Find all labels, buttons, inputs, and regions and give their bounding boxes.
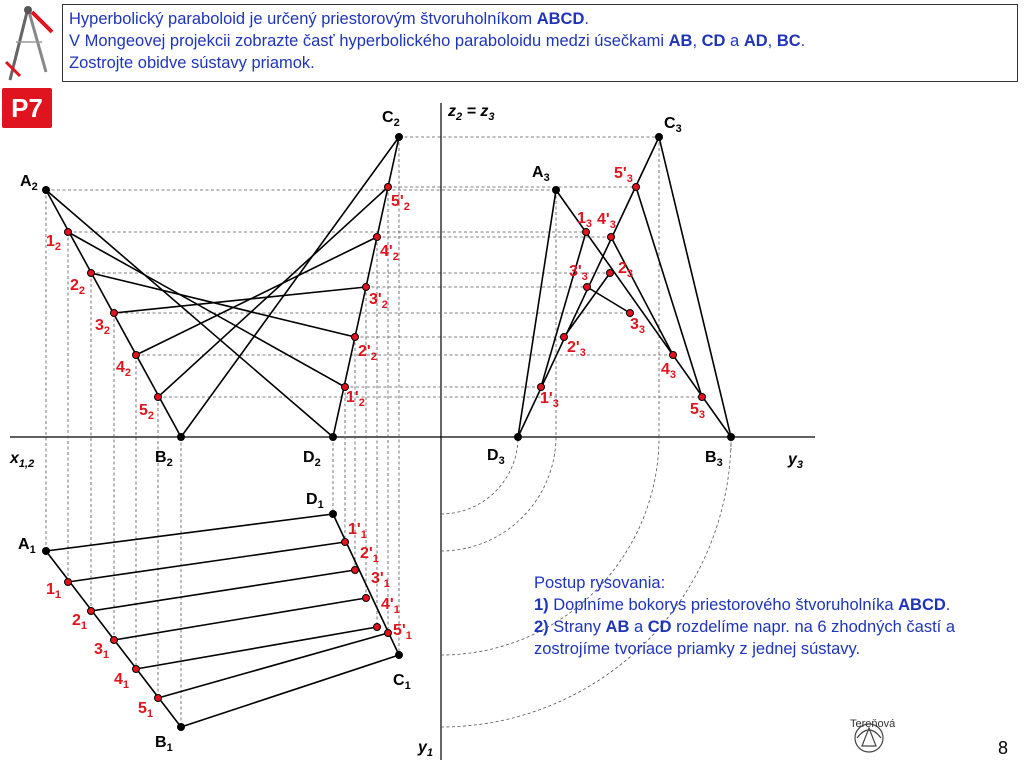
label-C1: $C_1$ xyxy=(393,672,411,692)
label-q33: $3'_3$ xyxy=(569,263,588,283)
label-p22: $2_2$ xyxy=(70,277,86,297)
step-1: 1) Doplníme bokorys priestorového štvoruholníka ABCD. xyxy=(534,596,951,614)
label-C2: $C_2$ xyxy=(382,109,400,129)
label-q13: $1'_3$ xyxy=(540,390,559,410)
label-q53: $5'_3$ xyxy=(614,165,633,185)
label-q32: $3'_2$ xyxy=(369,291,388,311)
label-p33: $3_3$ xyxy=(630,316,646,336)
label-B2: $B_2$ xyxy=(155,449,173,469)
steps-heading: Postup rysovania: xyxy=(534,574,666,592)
step-2: 2) Strany AB a CD rozdelíme napr. na 6 zhodných častí a zostrojíme tvoriace priamky z jednej sústavy. xyxy=(534,618,955,658)
label-q43: $4'_3$ xyxy=(597,211,616,231)
label-p11: $1_1$ xyxy=(46,581,62,601)
label-D3: $D_3$ xyxy=(487,447,505,467)
label-q11: $1'_1$ xyxy=(348,521,367,541)
label-q42: $4'_2$ xyxy=(380,243,399,263)
label-p21: $2_1$ xyxy=(72,612,88,632)
label-q51: $5'_1$ xyxy=(393,622,412,642)
label-D2: $D_2$ xyxy=(303,449,321,469)
label-q22: $2'_2$ xyxy=(358,343,377,363)
page-number: 8 xyxy=(998,738,1009,758)
label-p52: $5_2$ xyxy=(139,402,155,422)
label-q52: $5'_2$ xyxy=(391,193,410,213)
label-B1: $B_1$ xyxy=(155,734,173,754)
label-A3: $A_3$ xyxy=(532,164,550,184)
label-C3: $C_3$ xyxy=(664,115,682,135)
task-line-1: Hyperbolický paraboloid je určený priestorovým štvoruholníkom ABCD. xyxy=(69,10,589,28)
label-q23: $2'_3$ xyxy=(567,339,586,359)
label-p13: $1_3$ xyxy=(577,210,593,230)
label-q12: $1'_2$ xyxy=(346,389,365,409)
label-D1: $D_1$ xyxy=(306,491,324,511)
author-name: Tereňová xyxy=(850,718,896,730)
label-p41: $4_1$ xyxy=(114,671,130,691)
label-z23-axis: $z_2 = z_3$ xyxy=(448,103,495,123)
label-q21: $2'_1$ xyxy=(360,545,379,565)
label-q31: $3'_1$ xyxy=(371,570,390,590)
label-A1: $A_1$ xyxy=(18,536,36,556)
label-p12: $1_2$ xyxy=(46,233,62,253)
label-p51: $5_1$ xyxy=(138,700,154,720)
label-p43: $4_3$ xyxy=(661,361,677,381)
label-p32: $3_2$ xyxy=(95,317,111,337)
label-q41: $4'_1$ xyxy=(381,596,400,616)
label-B3: $B_3$ xyxy=(705,449,723,469)
label-p42: $4_2$ xyxy=(116,359,132,379)
label-p23: $2_3$ xyxy=(618,260,634,280)
label-y3-axis: $y_3$ xyxy=(788,451,804,471)
task-line-3: Zostrojte obidve sústavy priamok. xyxy=(69,54,315,72)
label-x12-axis: $x_{1,2}$ xyxy=(10,450,35,470)
label-A2: $A_2$ xyxy=(20,173,38,193)
label-p31: $3_1$ xyxy=(94,641,110,661)
label-p53: $5_3$ xyxy=(690,401,706,421)
problem-badge: P7 xyxy=(2,88,52,128)
task-line-2: V Mongeovej projekcii zobrazte časť hyperbolického paraboloidu medzi úsečkami AB, CD a AD, BC. xyxy=(69,32,806,50)
drawing-steps xyxy=(534,572,1004,660)
plan-view-generators xyxy=(46,514,399,727)
label-y1-axis: $y_1$ xyxy=(418,739,434,759)
